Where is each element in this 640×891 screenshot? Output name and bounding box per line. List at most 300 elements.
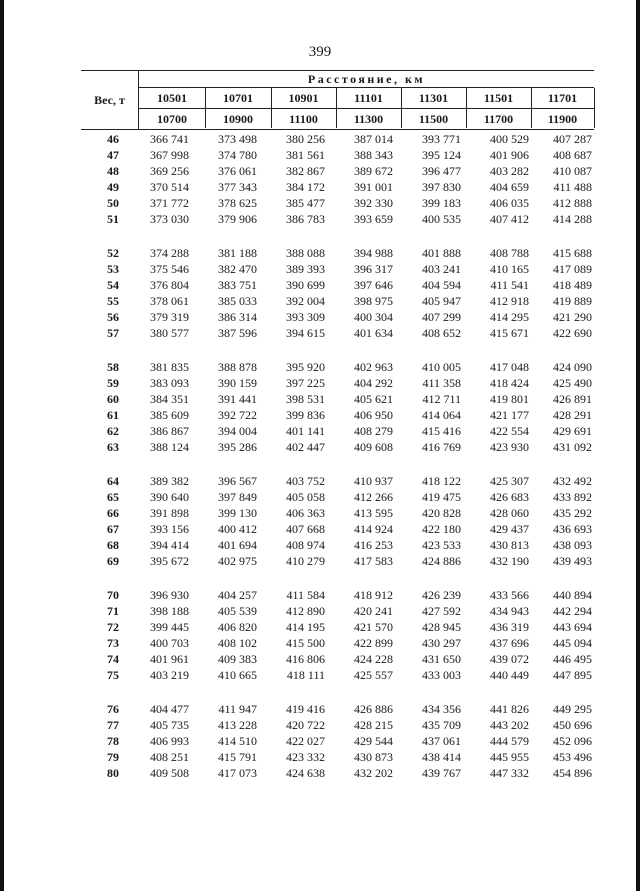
tariff-cell: 423 332 xyxy=(286,750,325,764)
tariff-cell: 405 058 xyxy=(286,490,325,504)
tariff-cell: 418 122 xyxy=(422,474,461,488)
tariff-cell: 452 096 xyxy=(553,734,592,748)
tariff-cell: 404 477 xyxy=(150,702,189,716)
tariff-cell: 441 826 xyxy=(490,702,529,716)
tariff-cell: 400 535 xyxy=(422,212,461,226)
tariff-cell: 401 141 xyxy=(286,424,325,438)
weight-cell: 63 xyxy=(107,440,119,454)
tariff-cell: 411 947 xyxy=(218,702,257,716)
tariff-cell: 419 416 xyxy=(286,702,325,716)
table-body xyxy=(81,132,594,800)
distance-range-header xyxy=(139,88,206,128)
tariff-cell: 431 650 xyxy=(422,652,461,666)
weight-cell: 47 xyxy=(107,148,119,162)
tariff-cell: 410 279 xyxy=(286,554,325,568)
tariff-cell: 406 363 xyxy=(286,506,325,520)
tariff-cell: 400 304 xyxy=(354,310,393,324)
tariff-cell: 386 314 xyxy=(218,310,257,324)
table-row xyxy=(81,620,594,636)
weight-cell: 50 xyxy=(107,196,119,210)
tariff-cell: 395 124 xyxy=(422,148,461,162)
tariff-cell: 428 060 xyxy=(490,506,529,520)
distance-range-from: 10901 xyxy=(271,88,336,109)
tariff-cell: 439 767 xyxy=(422,766,461,780)
tariff-cell: 414 195 xyxy=(286,620,325,634)
table-row xyxy=(81,326,594,342)
tariff-cell: 425 490 xyxy=(553,376,592,390)
row-group xyxy=(81,132,594,228)
tariff-cell: 447 895 xyxy=(553,668,592,682)
tariff-cell: 397 830 xyxy=(422,180,461,194)
distance-range-from: 11501 xyxy=(466,88,531,109)
tariff-cell: 397 225 xyxy=(286,376,325,390)
table-row xyxy=(81,588,594,604)
tariff-cell: 450 696 xyxy=(553,718,592,732)
tariff-cell: 430 813 xyxy=(490,538,529,552)
tariff-cell: 408 788 xyxy=(490,246,529,260)
tariff-cell: 396 477 xyxy=(422,164,461,178)
tariff-cell: 438 093 xyxy=(553,538,592,552)
tariff-cell: 443 694 xyxy=(553,620,592,634)
tariff-cell: 393 659 xyxy=(354,212,393,226)
weight-cell: 65 xyxy=(107,490,119,504)
table-header xyxy=(81,70,594,130)
tariff-cell: 402 975 xyxy=(218,554,257,568)
tariff-cell: 421 570 xyxy=(354,620,393,634)
weight-cell: 64 xyxy=(107,474,119,488)
table-row xyxy=(81,766,594,782)
tariff-cell: 423 930 xyxy=(490,440,529,454)
distance-range-from: 10701 xyxy=(205,88,271,109)
table-row xyxy=(81,668,594,684)
weight-cell: 75 xyxy=(107,668,119,682)
tariff-cell: 402 447 xyxy=(286,440,325,454)
tariff-cell: 412 888 xyxy=(553,196,592,210)
tariff-cell: 410 005 xyxy=(422,360,461,374)
tariff-cell: 381 561 xyxy=(286,148,325,162)
tariff-cell: 408 102 xyxy=(218,636,257,650)
weight-cell: 59 xyxy=(107,376,119,390)
tariff-cell: 418 424 xyxy=(490,376,529,390)
weight-column-header: Вес, т xyxy=(81,71,139,129)
tariff-cell: 437 696 xyxy=(490,636,529,650)
distance-range-header xyxy=(466,88,532,128)
table-row xyxy=(81,262,594,278)
tariff-cell: 408 279 xyxy=(354,424,393,438)
tariff-cell: 383 751 xyxy=(218,278,257,292)
tariff-cell: 397 849 xyxy=(218,490,257,504)
weight-cell: 49 xyxy=(107,180,119,194)
page-number: 399 xyxy=(308,44,332,60)
tariff-cell: 395 286 xyxy=(218,440,257,454)
tariff-cell: 412 918 xyxy=(490,294,529,308)
tariff-cell: 414 288 xyxy=(553,212,592,226)
table-row xyxy=(81,702,594,718)
tariff-cell: 420 828 xyxy=(422,506,461,520)
table-row xyxy=(81,392,594,408)
tariff-cell: 436 319 xyxy=(490,620,529,634)
weight-cell: 71 xyxy=(107,604,119,618)
tariff-cell: 383 093 xyxy=(150,376,189,390)
weight-cell: 73 xyxy=(107,636,119,650)
table-row xyxy=(81,554,594,570)
tariff-cell: 392 004 xyxy=(286,294,325,308)
table-row xyxy=(81,474,594,490)
tariff-cell: 427 592 xyxy=(422,604,461,618)
tariff-cell: 432 190 xyxy=(490,554,529,568)
weight-cell: 70 xyxy=(107,588,119,602)
tariff-cell: 397 646 xyxy=(354,278,393,292)
tariff-cell: 408 652 xyxy=(422,326,461,340)
row-group xyxy=(81,246,594,342)
tariff-cell: 407 668 xyxy=(286,522,325,536)
tariff-cell: 387 014 xyxy=(354,132,393,146)
tariff-cell: 414 064 xyxy=(422,408,461,422)
table-row xyxy=(81,246,594,262)
tariff-cell: 409 608 xyxy=(354,440,393,454)
tariff-cell: 428 291 xyxy=(553,408,592,422)
distance-range-to: 11100 xyxy=(289,112,318,126)
weight-cell: 61 xyxy=(107,408,119,422)
tariff-cell: 402 963 xyxy=(354,360,393,374)
distance-header: Расстояние, км xyxy=(139,71,594,88)
tariff-cell: 406 950 xyxy=(354,408,393,422)
tariff-cell: 404 292 xyxy=(354,376,393,390)
tariff-cell: 433 892 xyxy=(553,490,592,504)
tariff-cell: 373 498 xyxy=(218,132,257,146)
tariff-cell: 411 358 xyxy=(422,376,461,390)
tariff-cell: 403 282 xyxy=(490,164,529,178)
tariff-cell: 375 546 xyxy=(150,262,189,276)
tariff-cell: 426 891 xyxy=(553,392,592,406)
tariff-cell: 435 292 xyxy=(553,506,592,520)
weight-cell: 54 xyxy=(107,278,119,292)
tariff-cell: 454 896 xyxy=(553,766,592,780)
tariff-cell: 406 820 xyxy=(218,620,257,634)
table-row xyxy=(81,180,594,196)
tariff-cell: 437 061 xyxy=(422,734,461,748)
tariff-cell: 404 659 xyxy=(490,180,529,194)
tariff-cell: 401 634 xyxy=(354,326,393,340)
tariff-cell: 425 307 xyxy=(490,474,529,488)
tariff-cell: 413 595 xyxy=(354,506,393,520)
table-row xyxy=(81,212,594,228)
tariff-cell: 408 974 xyxy=(286,538,325,552)
tariff-cell: 384 351 xyxy=(150,392,189,406)
tariff-cell: 393 309 xyxy=(286,310,325,324)
tariff-cell: 404 257 xyxy=(218,588,257,602)
tariff-cell: 447 332 xyxy=(490,766,529,780)
tariff-cell: 413 228 xyxy=(218,718,257,732)
tariff-cell: 382 867 xyxy=(286,164,325,178)
tariff-cell: 403 752 xyxy=(286,474,325,488)
tariff-cell: 407 412 xyxy=(490,212,529,226)
tariff-cell: 415 416 xyxy=(422,424,461,438)
row-group xyxy=(81,588,594,684)
weight-cell: 66 xyxy=(107,506,119,520)
tariff-cell: 416 253 xyxy=(354,538,393,552)
tariff-cell: 424 090 xyxy=(553,360,592,374)
row-group xyxy=(81,360,594,456)
weight-cell: 56 xyxy=(107,310,119,324)
tariff-cell: 414 924 xyxy=(354,522,393,536)
weight-cell: 74 xyxy=(107,652,119,666)
tariff-cell: 399 836 xyxy=(286,408,325,422)
tariff-cell: 445 094 xyxy=(553,636,592,650)
tariff-cell: 388 878 xyxy=(218,360,257,374)
tariff-cell: 398 188 xyxy=(150,604,189,618)
table-row xyxy=(81,734,594,750)
weight-cell: 53 xyxy=(107,262,119,276)
tariff-cell: 376 804 xyxy=(150,278,189,292)
tariff-cell: 417 089 xyxy=(553,262,592,276)
weight-cell: 72 xyxy=(107,620,119,634)
tariff-cell: 389 393 xyxy=(286,262,325,276)
weight-cell: 80 xyxy=(107,766,119,780)
tariff-cell: 395 920 xyxy=(286,360,325,374)
tariff-cell: 391 898 xyxy=(150,506,189,520)
tariff-cell: 453 496 xyxy=(553,750,592,764)
tariff-cell: 434 943 xyxy=(490,604,529,618)
tariff-cell: 432 202 xyxy=(354,766,393,780)
table-row xyxy=(81,440,594,456)
table-row xyxy=(81,132,594,148)
tariff-cell: 376 061 xyxy=(218,164,257,178)
tariff-cell: 386 783 xyxy=(286,212,325,226)
tariff-cell: 385 477 xyxy=(286,196,325,210)
tariff-cell: 407 299 xyxy=(422,310,461,324)
weight-cell: 51 xyxy=(107,212,119,226)
weight-cell: 48 xyxy=(107,164,119,178)
tariff-cell: 386 867 xyxy=(150,424,189,438)
tariff-cell: 367 998 xyxy=(150,148,189,162)
tariff-cell: 442 294 xyxy=(553,604,592,618)
tariff-cell: 419 889 xyxy=(553,294,592,308)
tariff-cell: 439 493 xyxy=(553,554,592,568)
tariff-cell: 422 690 xyxy=(553,326,592,340)
table-row xyxy=(81,750,594,766)
tariff-cell: 422 899 xyxy=(354,636,393,650)
weight-cell: 76 xyxy=(107,702,119,716)
tariff-cell: 422 180 xyxy=(422,522,461,536)
distance-range-header xyxy=(531,88,595,128)
tariff-cell: 428 945 xyxy=(422,620,461,634)
tariff-cell: 400 529 xyxy=(490,132,529,146)
distance-range-from: 11701 xyxy=(531,88,594,109)
tariff-cell: 394 004 xyxy=(218,424,257,438)
tariff-cell: 394 988 xyxy=(354,246,393,260)
tariff-cell: 422 027 xyxy=(286,734,325,748)
tariff-cell: 399 130 xyxy=(218,506,257,520)
tariff-cell: 405 539 xyxy=(218,604,257,618)
tariff-cell: 401 906 xyxy=(490,148,529,162)
tariff-cell: 412 890 xyxy=(286,604,325,618)
tariff-cell: 444 579 xyxy=(490,734,529,748)
tariff-cell: 415 671 xyxy=(490,326,529,340)
tariff-cell: 421 290 xyxy=(553,310,592,324)
tariff-cell: 396 567 xyxy=(218,474,257,488)
tariff-cell: 410 165 xyxy=(490,262,529,276)
table-row xyxy=(81,164,594,180)
tariff-cell: 426 886 xyxy=(354,702,393,716)
tariff-cell: 415 500 xyxy=(286,636,325,650)
table-row xyxy=(81,652,594,668)
tariff-cell: 436 693 xyxy=(553,522,592,536)
tariff-cell: 398 531 xyxy=(286,392,325,406)
tariff-cell: 449 295 xyxy=(553,702,592,716)
tariff-cell: 374 288 xyxy=(150,246,189,260)
weight-cell: 52 xyxy=(107,246,119,260)
tariff-cell: 393 156 xyxy=(150,522,189,536)
tariff-cell: 409 508 xyxy=(150,766,189,780)
tariff-cell: 418 489 xyxy=(553,278,592,292)
tariff-cell: 398 975 xyxy=(354,294,393,308)
tariff-cell: 439 072 xyxy=(490,652,529,666)
tariff-cell: 443 202 xyxy=(490,718,529,732)
tariff-cell: 411 584 xyxy=(286,588,325,602)
tariff-cell: 408 687 xyxy=(553,148,592,162)
tariff-cell: 392 330 xyxy=(354,196,393,210)
tariff-cell: 416 806 xyxy=(286,652,325,666)
tariff-cell: 417 048 xyxy=(490,360,529,374)
tariff-cell: 424 886 xyxy=(422,554,461,568)
tariff-cell: 385 609 xyxy=(150,408,189,422)
tariff-cell: 390 159 xyxy=(218,376,257,390)
tariff-cell: 366 741 xyxy=(150,132,189,146)
table-row xyxy=(81,408,594,424)
tariff-cell: 387 596 xyxy=(218,326,257,340)
table-row xyxy=(81,636,594,652)
tariff-cell: 420 722 xyxy=(286,718,325,732)
weight-cell: 78 xyxy=(107,734,119,748)
tariff-cell: 400 412 xyxy=(218,522,257,536)
tariff-cell: 429 544 xyxy=(354,734,393,748)
table-row xyxy=(81,424,594,440)
distance-range-to: 11700 xyxy=(483,112,514,126)
weight-cell: 46 xyxy=(107,132,119,146)
weight-cell: 67 xyxy=(107,522,119,536)
tariff-cell: 419 475 xyxy=(422,490,461,504)
tariff-cell: 379 906 xyxy=(218,212,257,226)
tariff-cell: 422 554 xyxy=(490,424,529,438)
tariff-cell: 392 722 xyxy=(218,408,257,422)
tariff-cell: 440 449 xyxy=(490,668,529,682)
weight-cell: 62 xyxy=(107,424,119,438)
tariff-cell: 410 937 xyxy=(354,474,393,488)
tariff-cell: 390 699 xyxy=(286,278,325,292)
tariff-cell: 394 615 xyxy=(286,326,325,340)
tariff-cell: 393 771 xyxy=(422,132,461,146)
tariff-cell: 405 947 xyxy=(422,294,461,308)
row-group xyxy=(81,474,594,570)
tariff-cell: 371 772 xyxy=(150,196,189,210)
table-row xyxy=(81,360,594,376)
tariff-cell: 445 955 xyxy=(490,750,529,764)
tariff-cell: 429 691 xyxy=(553,424,592,438)
table-row xyxy=(81,376,594,392)
tariff-cell: 378 061 xyxy=(150,294,189,308)
tariff-cell: 388 088 xyxy=(286,246,325,260)
distance-range-from: 11301 xyxy=(401,88,466,109)
scan-border-left xyxy=(0,0,4,891)
tariff-cell: 417 073 xyxy=(218,766,257,780)
tariff-cell: 399 445 xyxy=(150,620,189,634)
tariff-cell: 423 533 xyxy=(422,538,461,552)
table-row xyxy=(81,148,594,164)
weight-cell: 60 xyxy=(107,392,119,406)
tariff-cell: 410 087 xyxy=(553,164,592,178)
tariff-cell: 438 414 xyxy=(422,750,461,764)
table-row xyxy=(81,522,594,538)
weight-cell: 69 xyxy=(107,554,119,568)
distance-range-to: 11900 xyxy=(547,112,578,126)
tariff-cell: 415 791 xyxy=(218,750,257,764)
tariff-cell: 417 583 xyxy=(354,554,393,568)
tariff-cell: 369 256 xyxy=(150,164,189,178)
weight-cell: 79 xyxy=(107,750,119,764)
tariff-cell: 374 780 xyxy=(218,148,257,162)
tariff-cell: 394 414 xyxy=(150,538,189,552)
weight-cell: 77 xyxy=(107,718,119,732)
tariff-cell: 401 888 xyxy=(422,246,461,260)
tariff-cell: 415 688 xyxy=(553,246,592,260)
tariff-cell: 411 488 xyxy=(553,180,592,194)
tariff-cell: 380 256 xyxy=(286,132,325,146)
tariff-cell: 433 566 xyxy=(490,588,529,602)
tariff-cell: 424 228 xyxy=(354,652,393,666)
tariff-cell: 405 735 xyxy=(150,718,189,732)
distance-range-header xyxy=(336,88,402,128)
tariff-cell: 408 251 xyxy=(150,750,189,764)
tariff-cell: 431 092 xyxy=(553,440,592,454)
distance-range-from: 10501 xyxy=(139,88,205,109)
tariff-cell: 391 441 xyxy=(218,392,257,406)
tariff-cell: 430 297 xyxy=(422,636,461,650)
tariff-cell: 391 001 xyxy=(354,180,393,194)
tariff-cell: 404 594 xyxy=(422,278,461,292)
tariff-cell: 418 912 xyxy=(354,588,393,602)
tariff-cell: 414 295 xyxy=(490,310,529,324)
tariff-cell: 377 343 xyxy=(218,180,257,194)
tariff-cell: 399 183 xyxy=(422,196,461,210)
tariff-cell: 412 711 xyxy=(422,392,461,406)
tariff-cell: 407 287 xyxy=(553,132,592,146)
tariff-cell: 411 541 xyxy=(490,278,529,292)
distance-range-header xyxy=(401,88,467,128)
tariff-cell: 403 219 xyxy=(150,668,189,682)
weight-cell: 57 xyxy=(107,326,119,340)
distance-range-header xyxy=(205,88,272,128)
tariff-cell: 380 577 xyxy=(150,326,189,340)
tariff-cell: 373 030 xyxy=(150,212,189,226)
tariff-cell: 425 557 xyxy=(354,668,393,682)
tariff-cell: 381 835 xyxy=(150,360,189,374)
tariff-cell: 401 961 xyxy=(150,652,189,666)
tariff-cell: 395 672 xyxy=(150,554,189,568)
table-row xyxy=(81,538,594,554)
tariff-cell: 403 241 xyxy=(422,262,461,276)
tariff-cell: 440 894 xyxy=(553,588,592,602)
tariff-cell: 410 665 xyxy=(218,668,257,682)
tariff-cell: 421 177 xyxy=(490,408,529,422)
tariff-cell: 382 470 xyxy=(218,262,257,276)
tariff-cell: 433 003 xyxy=(422,668,461,682)
row-group xyxy=(81,702,594,782)
tariff-cell: 385 033 xyxy=(218,294,257,308)
tariff-cell: 406 993 xyxy=(150,734,189,748)
tariff-cell: 428 215 xyxy=(354,718,393,732)
tariff-cell: 416 769 xyxy=(422,440,461,454)
